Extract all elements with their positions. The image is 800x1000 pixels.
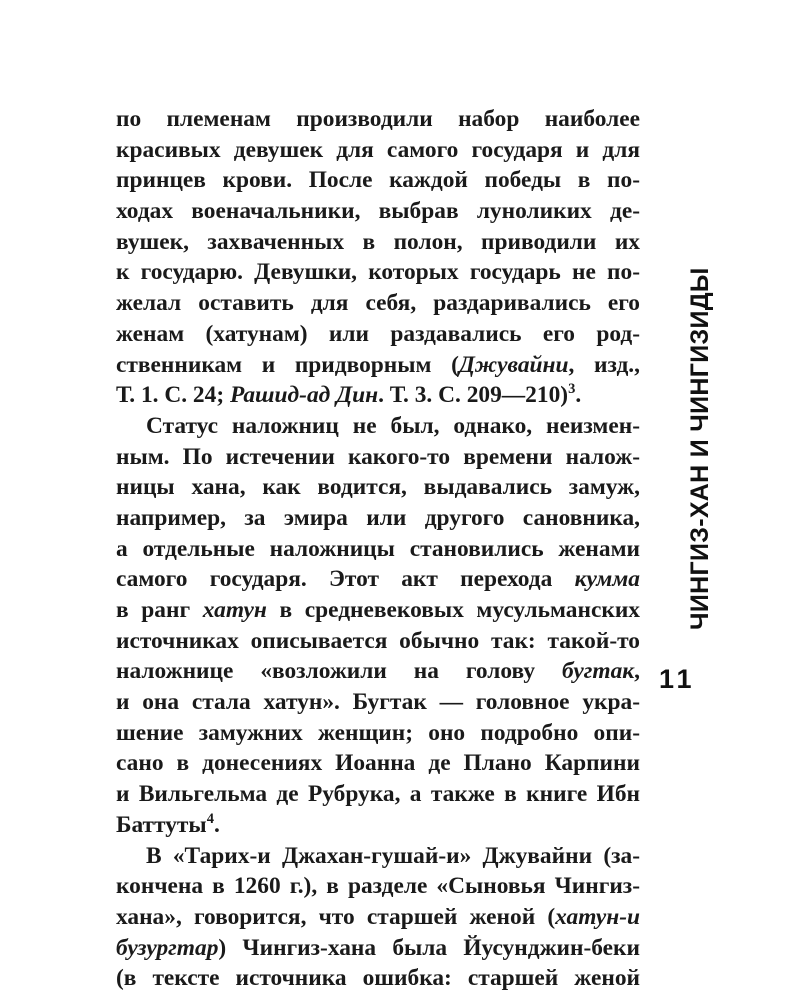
- text-line: [116, 350, 640, 381]
- text-line: [116, 196, 640, 227]
- text-segment: а отдельные наложницы становились женами: [116, 535, 640, 562]
- text-line: [116, 841, 640, 872]
- footnote-marker: 4: [206, 811, 214, 828]
- text-segment: Баттуты: [116, 811, 207, 838]
- text-line: [116, 319, 640, 350]
- text-segment: самого государя. Этот акт перехода: [116, 566, 575, 593]
- text-segment: источниках описывается обычно так: такой-то: [116, 627, 640, 654]
- text-segment: Т. 1. С. 24;: [116, 382, 230, 409]
- text-segment: , изд.,: [568, 351, 640, 378]
- text-segment: красивых девушек для самого государя и для: [116, 136, 640, 163]
- text-segment: ственникам и придворным (: [116, 351, 459, 378]
- text-segment: например, за эмира или другого сановника,: [116, 504, 640, 531]
- text-line: [116, 687, 640, 718]
- italic-text: Джувайни: [458, 351, 569, 378]
- text-segment: кончена в 1260 г.), в разделе «Сыновья Чингиз-: [116, 873, 640, 900]
- text-segment: по племенам производили набор наиболее: [116, 106, 640, 132]
- text-line: [116, 135, 640, 166]
- text-line: [116, 718, 640, 749]
- text-segment: вушек, захваченных в полон, приводили их: [116, 228, 640, 255]
- text-segment: к государю. Девушки, которых государь не по-: [116, 259, 640, 286]
- text-segment: шение замужних женщин; оно подробно опи-: [116, 719, 640, 746]
- text-line: [116, 227, 640, 258]
- italic-text: бузургтар: [116, 934, 219, 961]
- italic-text: хатун: [202, 597, 267, 623]
- text-segment: ным. По истечении какого-то времени налож-: [116, 443, 640, 470]
- text-line: [116, 871, 640, 902]
- text-segment: и Вильгельма де Рубрука, а также в книге Ибн: [116, 781, 640, 808]
- text-segment: .: [575, 382, 582, 409]
- text-line: [116, 442, 640, 473]
- italic-text: хатун-и: [555, 903, 640, 930]
- text-segment: наложнице «возложили на голову: [116, 658, 563, 685]
- page-number: 11: [659, 664, 696, 694]
- text-line: [116, 104, 640, 135]
- text-segment: принцев крови. После каждой победы в по-: [116, 167, 640, 194]
- text-line: [116, 595, 640, 626]
- text-segment: ходах военачальники, выбрав луноликих де-: [116, 198, 640, 225]
- main-text-block: [116, 104, 640, 994]
- text-line: [116, 933, 640, 964]
- italic-text: Рашид-ад Дин: [229, 382, 379, 409]
- text-segment: ницы хана, как водится, выдавались замуж,: [116, 474, 640, 501]
- text-line: [116, 779, 640, 810]
- text-segment: в средневековых мусульманских: [266, 597, 640, 623]
- text-segment: В «Тарих-и Джахан-гушай-и» Джувайни (за-: [146, 842, 640, 869]
- text-line: [116, 380, 640, 411]
- text-line: [116, 748, 640, 779]
- text-segment: . Т. 3. С. 209—210): [378, 382, 569, 409]
- text-line: [116, 257, 640, 288]
- text-line: [116, 810, 640, 841]
- text-segment: (в тексте источника ошибка: старшей женой: [116, 965, 640, 992]
- text-line: [116, 963, 640, 994]
- italic-text: бугтак: [562, 658, 635, 685]
- text-line: [116, 534, 640, 565]
- text-line: [116, 564, 640, 595]
- text-segment: хана», говорится, что старшей женой (: [116, 903, 556, 930]
- text-segment: желал оставить для себя, раздаривались его: [116, 290, 640, 317]
- text-line: [116, 503, 640, 534]
- footnote-marker: 3: [568, 381, 576, 398]
- text-line: [116, 411, 640, 442]
- text-line: [116, 288, 640, 319]
- text-segment: ,: [634, 658, 640, 685]
- text-line: [116, 626, 640, 657]
- text-line: [116, 165, 640, 196]
- text-segment: сано в донесениях Иоанна де Плано Карпини: [116, 750, 640, 777]
- text-segment: в ранг: [116, 597, 203, 623]
- italic-text: кумма: [574, 566, 640, 593]
- running-head: ЧИНГИЗ-ХАН И ЧИНГИЗИДЫ: [686, 267, 714, 630]
- text-segment: и она стала хатун». Бугтак — головное укра-: [116, 689, 640, 716]
- text-segment: .: [213, 811, 220, 838]
- text-segment: Статус наложниц не был, однако, неизмен-: [146, 412, 640, 439]
- text-line: [116, 902, 640, 933]
- text-line: [116, 472, 640, 503]
- text-segment: женам (хатунам) или раздавались его род-: [116, 320, 640, 347]
- text-segment: ) Чингиз-хана была Йусунджин-беки: [218, 934, 640, 961]
- text-line: [116, 656, 640, 687]
